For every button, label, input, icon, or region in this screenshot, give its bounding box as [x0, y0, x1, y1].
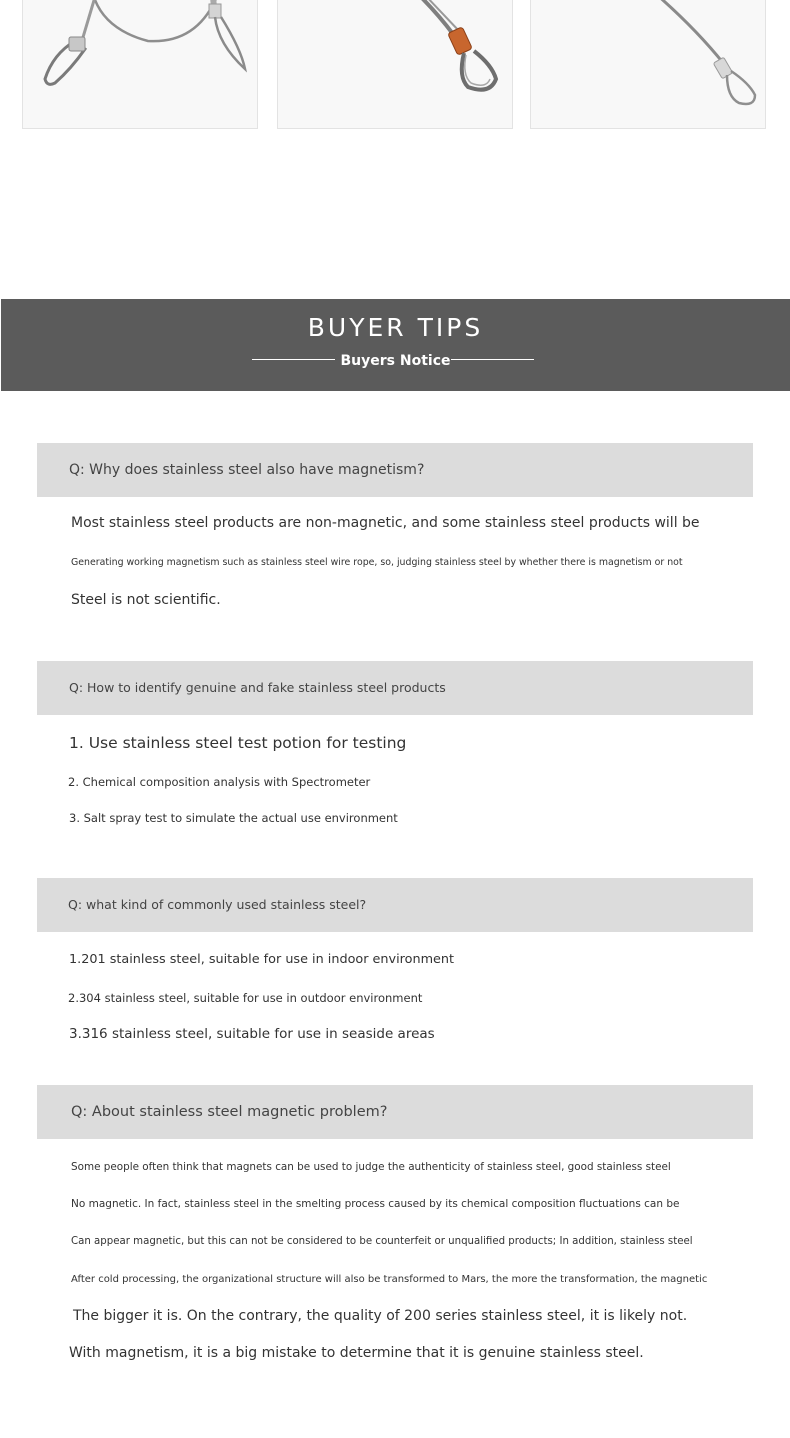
faq-answer-line: 1. Use stainless steel test potion for testing: [69, 734, 407, 752]
product-card-aluminum-sleeve[interactable]: [530, 0, 766, 129]
faq-answer-line: 3.316 stainless steel, suitable for use in seaside areas: [69, 1026, 435, 1042]
faq-question: Q: About stainless steel magnetic problem?: [71, 1104, 388, 1120]
faq-question-bar: [37, 661, 753, 715]
banner-divider-right: [451, 359, 534, 360]
product-card-copper-sleeve[interactable]: [277, 0, 513, 129]
banner-title: BUYER TIPS: [307, 313, 484, 342]
faq-answer-line: 2. Chemical composition analysis with Spectrometer: [68, 775, 371, 789]
faq-question: Q: what kind of commonly used stainless steel?: [68, 897, 367, 912]
faq-answer-line: With magnetism, it is a big mistake to determine that it is genuine stainless steel.: [69, 1345, 644, 1361]
product-card-snap-hook[interactable]: [22, 0, 258, 129]
faq-answer-line: 2.304 stainless steel, suitable for use in outdoor environment: [68, 991, 423, 1005]
faq-answer-line: Some people often think that magnets can be used to judge the authenticity of stainless steel, good stainless steel: [71, 1161, 671, 1173]
banner-subtitle: Buyers Notice: [340, 353, 451, 369]
faq-answer-line: Can appear magnetic, but this can not be considered to be counterfeit or unqualified products; In addition, stainless steel: [71, 1236, 693, 1247]
buyer-tips-banner: [1, 299, 790, 391]
faq-answer-line: No magnetic. In fact, stainless steel in the smelting process caused by its chemical composition fluctuations can be: [71, 1198, 680, 1210]
faq-answer-line: 1.201 stainless steel, suitable for use in indoor environment: [69, 952, 455, 967]
aluminum-sleeve-wire-loop-icon: [531, 0, 766, 129]
faq-question-bar: [37, 878, 753, 932]
faq-answer-line: Generating working magnetism such as stainless steel wire rope, so, judging stainless steel by whether there is magnetism or not: [71, 557, 683, 568]
faq-question-bar: [37, 1085, 753, 1139]
faq-question: Q: How to identify genuine and fake stainless steel products: [69, 680, 446, 695]
copper-sleeve-wire-loop-icon: [278, 0, 513, 129]
faq-answer-line: After cold processing, the organizational structure will also be transformed to Mars, the more the transformation, the magnetic: [71, 1274, 708, 1285]
faq-answer-line: 3. Salt spray test to simulate the actual use environment: [69, 811, 398, 825]
snap-hook-wire-rope-icon: [23, 0, 258, 129]
faq-answer-line: Steel is not scientific.: [71, 592, 221, 608]
faq-question-bar: [37, 443, 753, 497]
faq-answer-line: Most stainless steel products are non-magnetic, and some stainless steel products will be: [71, 515, 700, 531]
faq-answer-line: The bigger it is. On the contrary, the quality of 200 series stainless steel, it is likely not.: [73, 1308, 688, 1324]
faq-question: Q: Why does stainless steel also have magnetism?: [69, 462, 425, 478]
